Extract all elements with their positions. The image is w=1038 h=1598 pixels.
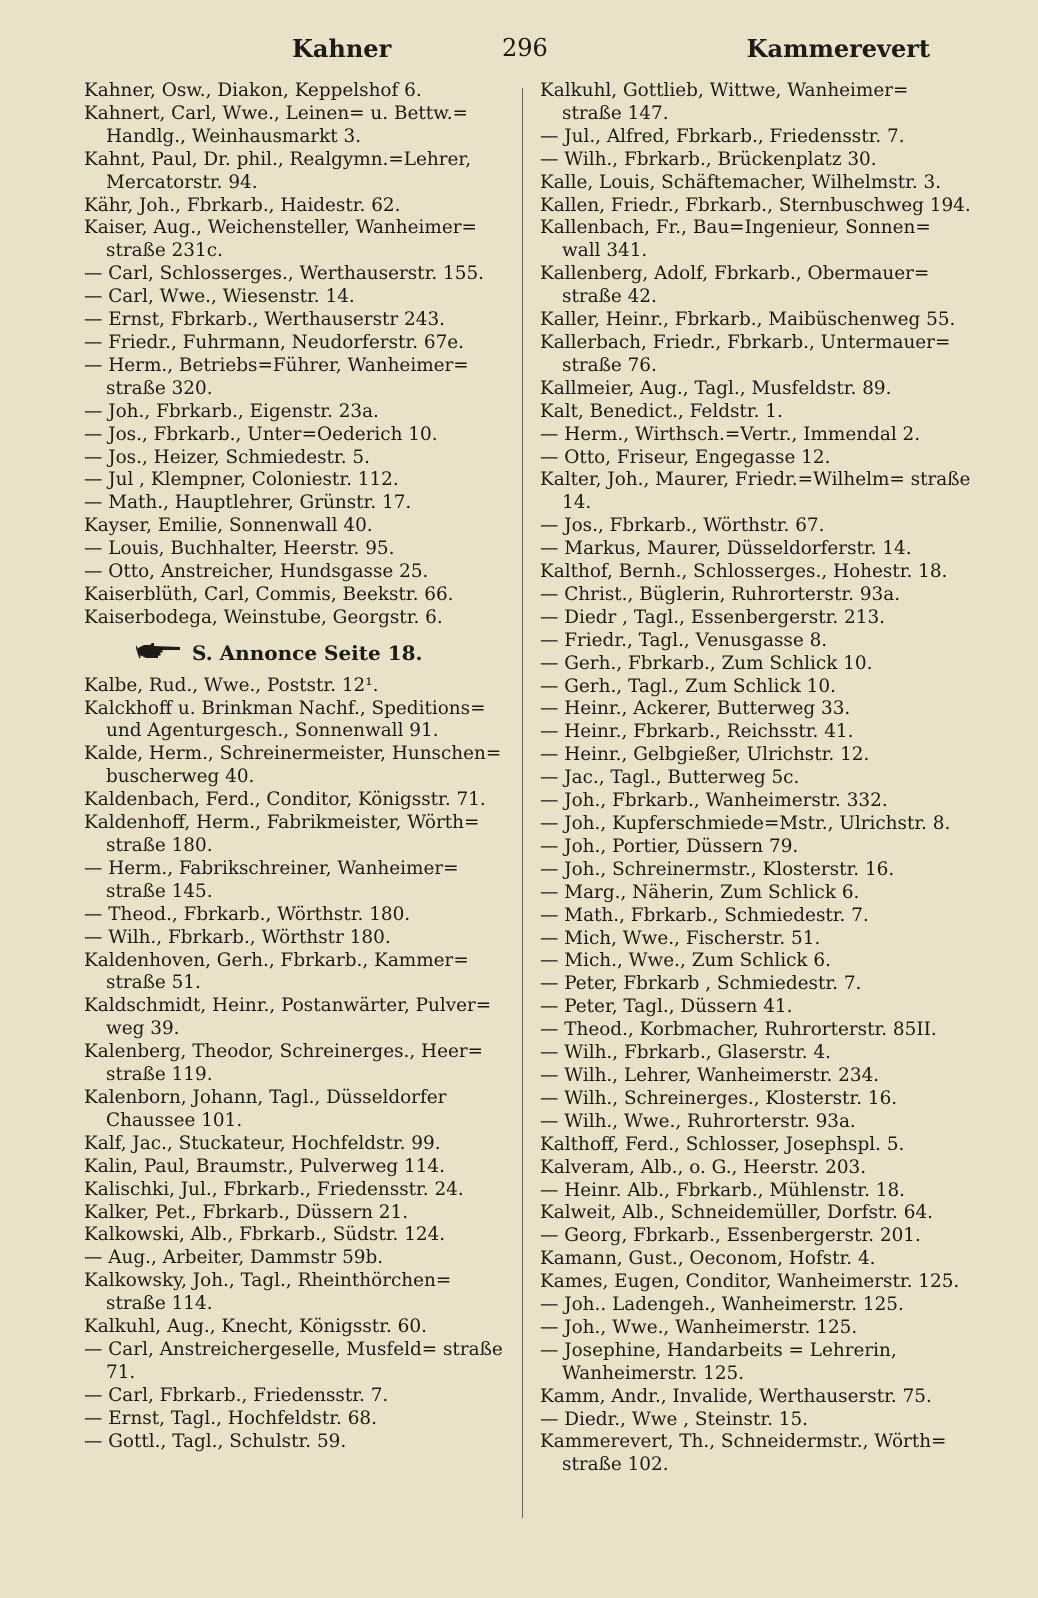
list-item: Kallenberg, Adolf, Fbrkarb., Obermauer= straße 42. bbox=[540, 263, 930, 308]
list-item: Kalker, Pet., Fbrkarb., Düssern 21. bbox=[84, 1201, 409, 1223]
list-item: Kalde, Herm., Schreinermeister, Hunschen= buscherweg 40. bbox=[84, 743, 502, 788]
column-divider bbox=[522, 88, 523, 1518]
list-item: Kalbe, Rud., Wwe., Poststr. 12¹. bbox=[84, 674, 379, 696]
list-item: Kammerevert, Th., Schneidermstr., Wörth= straße 102. bbox=[540, 1431, 947, 1476]
list-item: Kalkowski, Alb., Fbrkarb., Südstr. 124. bbox=[84, 1224, 446, 1246]
right-column bbox=[540, 80, 972, 1477]
list-item: Kaiserblüth, Carl, Commis, Beekstr. 66. bbox=[84, 583, 454, 605]
list-item: — Wilh., Fbrkarb., Brückenplatz 30. bbox=[540, 148, 877, 170]
list-item: — Peter, Tagl., Düssern 41. bbox=[540, 996, 793, 1018]
list-item: — Math., Fbrkarb., Schmiedestr. 7. bbox=[540, 904, 869, 926]
list-item: — Jos., Fbrkarb., Wörthstr. 67. bbox=[540, 515, 825, 537]
list-item: — Wilh., Schreinerges., Klosterstr. 16. bbox=[540, 1087, 898, 1109]
list-item: — Herm., Wirthsch.=Vertr., Immendal 2. bbox=[540, 423, 921, 445]
list-item: Kaldenbach, Ferd., Conditor, Königsstr. 71. bbox=[84, 789, 486, 811]
list-item: Kalkuhl, Gottlieb, Wittwe, Wanheimer= straße 147. bbox=[540, 80, 909, 124]
list-item: Kaldenhoven, Gerh., Fbrkarb., Kammer= straße 51. bbox=[84, 949, 469, 994]
list-item: Kahner, Osw., Diakon, Keppelshof 6. bbox=[84, 80, 422, 101]
list-item: Kalenborn, Johann, Tagl., Düsseldorfer Chaussee 101. bbox=[84, 1086, 447, 1131]
list-item: — Jos., Fbrkarb., Unter=Oederich 10. bbox=[84, 423, 438, 445]
list-item: — Carl, Anstreichergeselle, Musfeld= straße 71. bbox=[84, 1338, 503, 1383]
list-item: — Friedr., Tagl., Venusgasse 8. bbox=[540, 629, 828, 651]
list-item: Kaldenhoff, Herm., Fabrikmeister, Wörth= straße 180. bbox=[84, 812, 480, 856]
annonce-reference bbox=[136, 642, 512, 665]
list-item: Kalthoff, Ferd., Schlosser, Josephspl. 5. bbox=[540, 1133, 905, 1155]
page-header bbox=[70, 34, 968, 68]
list-item: Kalthof, Bernh., Schlosserges., Hohestr. 18. bbox=[540, 561, 948, 583]
list-item: Kallen, Friedr., Fbrkarb., Sternbuschweg 194. bbox=[540, 194, 971, 216]
list-item: — Joh., Portier, Düssern 79. bbox=[540, 835, 799, 857]
list-item: Kayser, Emilie, Sonnenwall 40. bbox=[84, 515, 373, 537]
header-last-entry: Kammerevert bbox=[746, 34, 930, 63]
list-item: Kames, Eugen, Conditor, Wanheimerstr. 125. bbox=[540, 1271, 960, 1293]
annonce-text: S. Annonce Seite 18. bbox=[192, 640, 423, 665]
list-item: — Joh., Kupferschmiede=Mstr., Ulrichstr. 8. bbox=[540, 813, 951, 834]
list-item: — Joh., Schreinermstr., Klosterstr. 16. bbox=[540, 858, 895, 880]
page-number: 296 bbox=[502, 34, 548, 62]
list-item: — Wilh., Lehrer, Wanheimerstr. 234. bbox=[540, 1064, 880, 1086]
header-first-entry: Kahner bbox=[292, 34, 392, 63]
list-item: — Carl, Schlosserges., Werthauserstr. 155. bbox=[84, 263, 484, 285]
list-item: Kaiserbodega, Weinstube, Georgstr. 6. bbox=[84, 606, 443, 628]
list-item: — Aug., Arbeiter, Dammstr 59b. bbox=[84, 1247, 384, 1269]
list-item: Kaiser, Aug., Weichensteller, Wanheimer= straße 231c. bbox=[84, 217, 477, 262]
list-item: — Wilh., Fbrkarb., Glaserstr. 4. bbox=[540, 1042, 831, 1064]
list-item: — Jos., Heizer, Schmiedestr. 5. bbox=[84, 446, 370, 468]
list-item: Kallenbach, Fr., Bau=Ingenieur, Sonnen= wall 341. bbox=[540, 217, 931, 262]
list-item: Kalweit, Alb., Schneidemüller, Dorfstr. 64. bbox=[540, 1202, 933, 1224]
list-item: — Joh., Fbrkarb., Eigenstr. 23a. bbox=[84, 400, 379, 422]
list-item: Kalkowsky, Joh., Tagl., Rheinthörchen= straße 114. bbox=[84, 1270, 452, 1315]
list-item: Kaller, Heinr., Fbrkarb., Maibüschenweg 55. bbox=[540, 309, 956, 331]
list-item: Kalveram, Alb., o. G., Heerstr. 203. bbox=[540, 1156, 867, 1178]
list-item: — Peter, Fbrkarb , Schmiedestr. 7. bbox=[540, 973, 862, 995]
list-item: — Wilh., Fbrkarb., Wörthstr 180. bbox=[84, 926, 391, 948]
list-item: — Jul , Klempner, Coloniestr. 112. bbox=[84, 469, 399, 491]
list-item: — Math., Hauptlehrer, Grünstr. 17. bbox=[84, 492, 412, 514]
list-item: Kalle, Louis, Schäftemacher, Wilhelmstr. 3. bbox=[540, 171, 942, 193]
list-item: — Mich, Wwe., Fischerstr. 51. bbox=[540, 927, 821, 949]
list-item: — Joh., Wwe., Wanheimerstr. 125. bbox=[540, 1316, 858, 1338]
list-item: Kahnert, Carl, Wwe., Leinen= u. Bettw.= Handlg., Weinhausmarkt 3. bbox=[84, 102, 468, 147]
list-item: — Ernst, Fbrkarb., Werthauserstr 243. bbox=[84, 309, 445, 331]
list-item: Kalt, Benedict., Feldstr. 1. bbox=[540, 400, 783, 422]
list-item: Kahnt, Paul, Dr. phil., Realgymn.=Lehrer, Mercatorstr. 94. bbox=[84, 148, 472, 193]
list-item: — Wilh., Wwe., Ruhrorterstr. 93a. bbox=[540, 1110, 856, 1132]
list-item: — Jul., Alfred, Fbrkarb., Friedensstr. 7. bbox=[540, 125, 905, 147]
list-item: — Gottl., Tagl., Schulstr. 59. bbox=[84, 1430, 347, 1452]
list-item: — Diedr , Tagl., Essenbergerstr. 213. bbox=[540, 606, 886, 628]
list-item: Kallerbach, Friedr., Fbrkarb., Untermauer= straße 76. bbox=[540, 331, 951, 376]
pointing-hand-icon bbox=[136, 642, 182, 665]
list-item: — Joh., Fbrkarb., Wanheimerstr. 332. bbox=[540, 790, 888, 812]
list-item: — Marg., Näherin, Zum Schlick 6. bbox=[540, 881, 860, 903]
list-item: Kamm, Andr., Invalide, Werthauserstr. 75. bbox=[540, 1385, 932, 1407]
list-item: — Otto, Friseur, Engegasse 12. bbox=[540, 446, 831, 468]
list-item: — Gerh., Fbrkarb., Zum Schlick 10. bbox=[540, 652, 873, 674]
list-item: — Georg, Fbrkarb., Essenbergerstr. 201. bbox=[540, 1225, 921, 1247]
list-item: — Otto, Anstreicher, Hundsgasse 25. bbox=[84, 561, 429, 583]
list-item: — Ernst, Tagl., Hochfeldstr. 68. bbox=[84, 1407, 377, 1429]
left-column bbox=[84, 80, 512, 1453]
list-item: — Louis, Buchhalter, Heerstr. 95. bbox=[84, 538, 395, 560]
list-item: — Markus, Maurer, Düsseldorferstr. 14. bbox=[540, 538, 912, 560]
list-item: Kallmeier, Aug., Tagl., Musfeldstr. 89. bbox=[540, 377, 892, 399]
list-item: — Carl, Wwe., Wiesenstr. 14. bbox=[84, 286, 355, 308]
list-item: Kalckhoff u. Brinkman Nachf., Speditions= und Agenturgesch., Sonnenwall 91. bbox=[84, 697, 486, 742]
list-item: Kalf, Jac., Stuckateur, Hochfeldstr. 99. bbox=[84, 1132, 441, 1154]
list-item: — Friedr., Fuhrmann, Neudorferstr. 67e. bbox=[84, 331, 465, 353]
list-item: — Heinr., Fbrkarb., Reichsstr. 41. bbox=[540, 721, 854, 743]
list-item: Kalenberg, Theodor, Schreinerges., Heer= straße 119. bbox=[84, 1041, 484, 1086]
list-item: — Josephine, Handarbeits = Lehrerin, Wanheimerstr. 125. bbox=[540, 1339, 897, 1384]
list-item: Kähr, Joh., Fbrkarb., Haidestr. 62. bbox=[84, 194, 401, 216]
list-item: — Heinr., Ackerer, Butterweg 33. bbox=[540, 698, 851, 720]
list-item: Kamann, Gust., Oeconom, Hofstr. 4. bbox=[540, 1248, 876, 1270]
list-item: Kalischki, Jul., Fbrkarb., Friedensstr. 24. bbox=[84, 1178, 464, 1200]
list-item: — Heinr., Gelbgießer, Ulrichstr. 12. bbox=[540, 744, 870, 766]
list-item: — Mich., Wwe., Zum Schlick 6. bbox=[540, 950, 831, 972]
list-item: Kalkuhl, Aug., Knecht, Königsstr. 60. bbox=[84, 1316, 427, 1338]
list-item: — Heinr. Alb., Fbrkarb., Mühlenstr. 18. bbox=[540, 1179, 906, 1201]
list-item: — Herm., Fabrikschreiner, Wanheimer= straße 145. bbox=[84, 857, 459, 902]
list-item: — Gerh., Tagl., Zum Schlick 10. bbox=[540, 675, 836, 697]
list-item: — Theod., Korbmacher, Ruhrorterstr. 85II. bbox=[540, 1019, 937, 1041]
list-item: — Diedr., Wwe , Steinstr. 15. bbox=[540, 1408, 809, 1430]
list-item: — Herm., Betriebs=Führer, Wanheimer= straße 320. bbox=[84, 354, 469, 399]
list-item: — Joh.. Ladengeh., Wanheimerstr. 125. bbox=[540, 1294, 904, 1316]
list-item: Kaldschmidt, Heinr., Postanwärter, Pulver= weg 39. bbox=[84, 995, 492, 1040]
list-item: — Christ., Büglerin, Ruhrorterstr. 93a. bbox=[540, 583, 901, 605]
list-item: Kalter, Joh., Maurer, Friedr.=Wilhelm= straße 14. bbox=[540, 469, 971, 514]
list-item: Kalin, Paul, Braumstr., Pulverweg 114. bbox=[84, 1155, 445, 1177]
list-item: — Carl, Fbrkarb., Friedensstr. 7. bbox=[84, 1384, 389, 1406]
list-item: — Jac., Tagl., Butterweg 5c. bbox=[540, 767, 800, 789]
list-item: — Theod., Fbrkarb., Wörthstr. 180. bbox=[84, 903, 411, 925]
